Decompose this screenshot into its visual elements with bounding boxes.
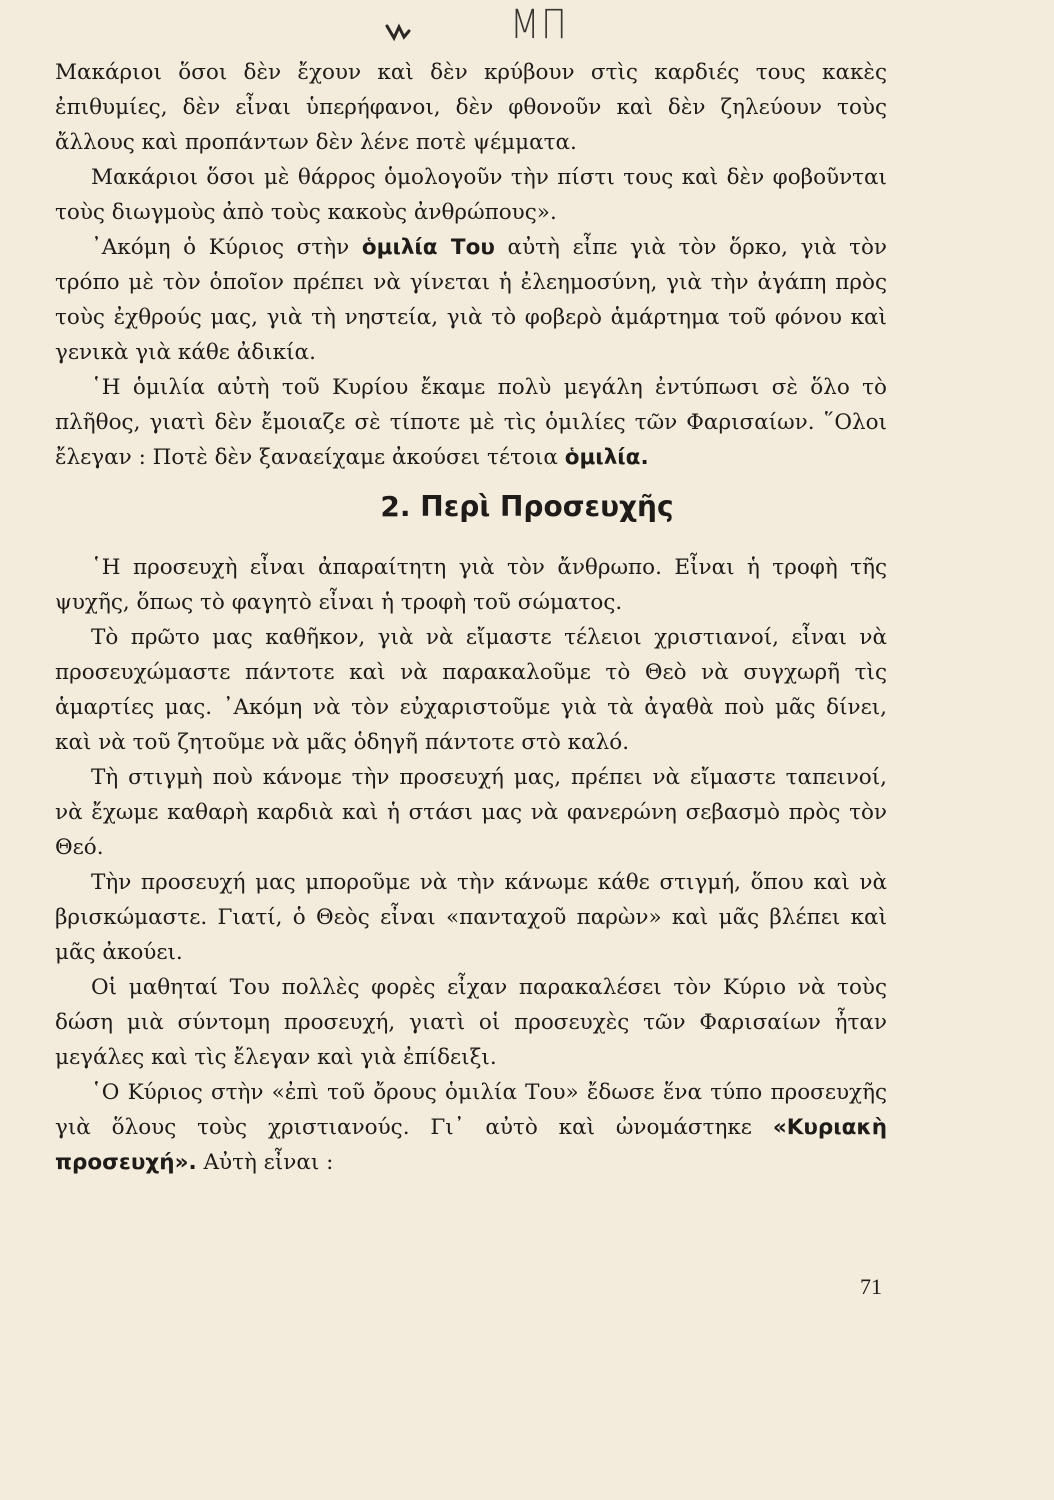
- text-run: ᾿Ακόμη ὁ Κύριος στὴν: [91, 235, 362, 260]
- section-heading: 2. Περὶ Προσευχῆς: [380, 490, 674, 523]
- paragraph-prayer-necessity: ῾Η προσευχὴ εἶναι ἀπαραίτητη γιὰ τὸν ἄνθρωπο. Εἶναι ἡ τροφὴ τῆς ψυχῆς, ὅπως τὸ φαγητὸ εἶναι ἡ τροφὴ τοῦ σώματος.: [55, 555, 887, 615]
- pen-mark-icon: [385, 22, 411, 42]
- page-number: 71: [860, 1274, 882, 1299]
- paragraph-any-moment: Τὴν προσευχή μας μποροῦμε νὰ τὴν κάνωμε κάθε στιγμή, ὅπου καὶ νὰ βρισκώμαστε. Γιατί, ὁ Θεὸς εἶναι «πανταχοῦ παρὼν» καὶ μᾶς βλέπει καὶ μᾶς ἀκούει.: [55, 870, 887, 965]
- intro-text: [55, 55, 887, 475]
- paragraph-beatitude-2: Μακάριοι ὅσοι μὲ θάρρος ὁμολογοῦν τὴν πίστι τους καὶ δὲν φοβοῦνται τοὺς διωγμοὺς ἀπὸ τοὺς κακοὺς ἀνθρώπους».: [55, 165, 887, 225]
- paragraph-sermon-impression: [55, 370, 887, 475]
- bold-phrase: ὁμιλία.: [564, 445, 649, 470]
- text-run: ῾Η ὁμιλία αὐτὴ τοῦ Κυρίου ἔκαμε πολὺ μεγάλη ἐντύπωσι σὲ ὅλο τὸ πλῆθος, γιατὶ δὲν ἔμοιαζε σὲ τίποτε μὲ τὶς ὁμιλίες τῶν Φαρισαίων. ῞Ολοι ἔλεγαν : Ποτὲ δὲν ξαναείχαμε ἀκούσει τέτοια: [55, 375, 887, 470]
- bold-phrase: «Κυριακὴ προσευχή».: [55, 1115, 887, 1175]
- paragraph-beatitude-1: Μακάριοι ὅσοι δὲν ἔχουν καὶ δὲν κρύβουν στὶς καρδιές τους κακὲς ἐπιθυμίες, δὲν εἶναι ὑπερήφανοι, δὲν φθονοῦν καὶ δὲν ζηλεύουν τοὺς ἄλλους καὶ προπάντων δὲν λένε ποτὲ ψέμματα.: [55, 60, 887, 155]
- paragraph-humility: Τὴ στιγμὴ ποὺ κάνομε τὴν προσευχή μας, πρέπει νὰ εἴμαστε ταπεινοί, νὰ ἔχωμε καθαρὴ καρδιὰ καὶ ἡ στάσι μας νὰ φανερώνη σεβασμὸ πρὸς τὸν Θεό.: [55, 765, 887, 860]
- section-text: [55, 550, 887, 1180]
- text-run: αὐτὴ εἶπε γιὰ τὸν ὅρκο, γιὰ τὸν τρόπο μὲ τὸν ὁποῖον πρέπει νὰ γίνεται ἡ ἐλεημοσύνη, γιὰ τὴν ἀγάπη πρὸς τοὺς ἐχθρούς μας, γιὰ τὴ νηστεία, γιὰ τὸ φοβερὸ ἁμάρτημα τοῦ φόνου καὶ γενικὰ γιὰ κάθε ἀδικία.: [55, 235, 887, 365]
- handwritten-annotation: ΜΠ: [510, 2, 569, 48]
- paragraph-disciples: Οἱ μαθηταί Του πολλὲς φορὲς εἶχαν παρακαλέσει τὸν Κύριο νὰ τοὺς δώση μιὰ σύντομη προσευχή, γιατὶ οἱ προσευχὲς τῶν Φαρισαίων ἦταν μεγάλες καὶ τὶς ἔλεγαν καὶ γιὰ ἐπίδειξι.: [55, 975, 887, 1070]
- text-run: Αὐτὴ εἶναι :: [196, 1150, 334, 1175]
- paragraph-first-duty: Τὸ πρῶτο μας καθῆκον, γιὰ νὰ εἴμαστε τέλειοι χριστιανοί, εἶναι νὰ προσευχώμαστε πάντοτε καὶ νὰ παρακαλοῦμε τὸ Θεὸ νὰ συγχωρῆ τὶς ἁμαρτίες μας. ᾿Ακόμη νὰ τὸν εὐχαριστοῦμε γιὰ τὰ ἀγαθὰ ποὺ μᾶς δίνει, καὶ νὰ τοῦ ζητοῦμε νὰ μᾶς ὁδηγῆ πάντοτε στὸ καλό.: [55, 625, 887, 755]
- bold-phrase: ὁμιλία Του: [361, 235, 495, 260]
- paragraph-lords-prayer: [55, 1075, 887, 1180]
- paragraph-sermon-topics: [55, 230, 887, 370]
- text-run: ῾Ο Κύριος στὴν «ἐπὶ τοῦ ὄρους ὁμιλία Του» ἔδωσε ἕνα τύπο προσευχῆς γιὰ ὅλους τοὺς χριστιανούς. Γι᾿ αὐτὸ καὶ ὠνομάστηκε: [55, 1080, 887, 1140]
